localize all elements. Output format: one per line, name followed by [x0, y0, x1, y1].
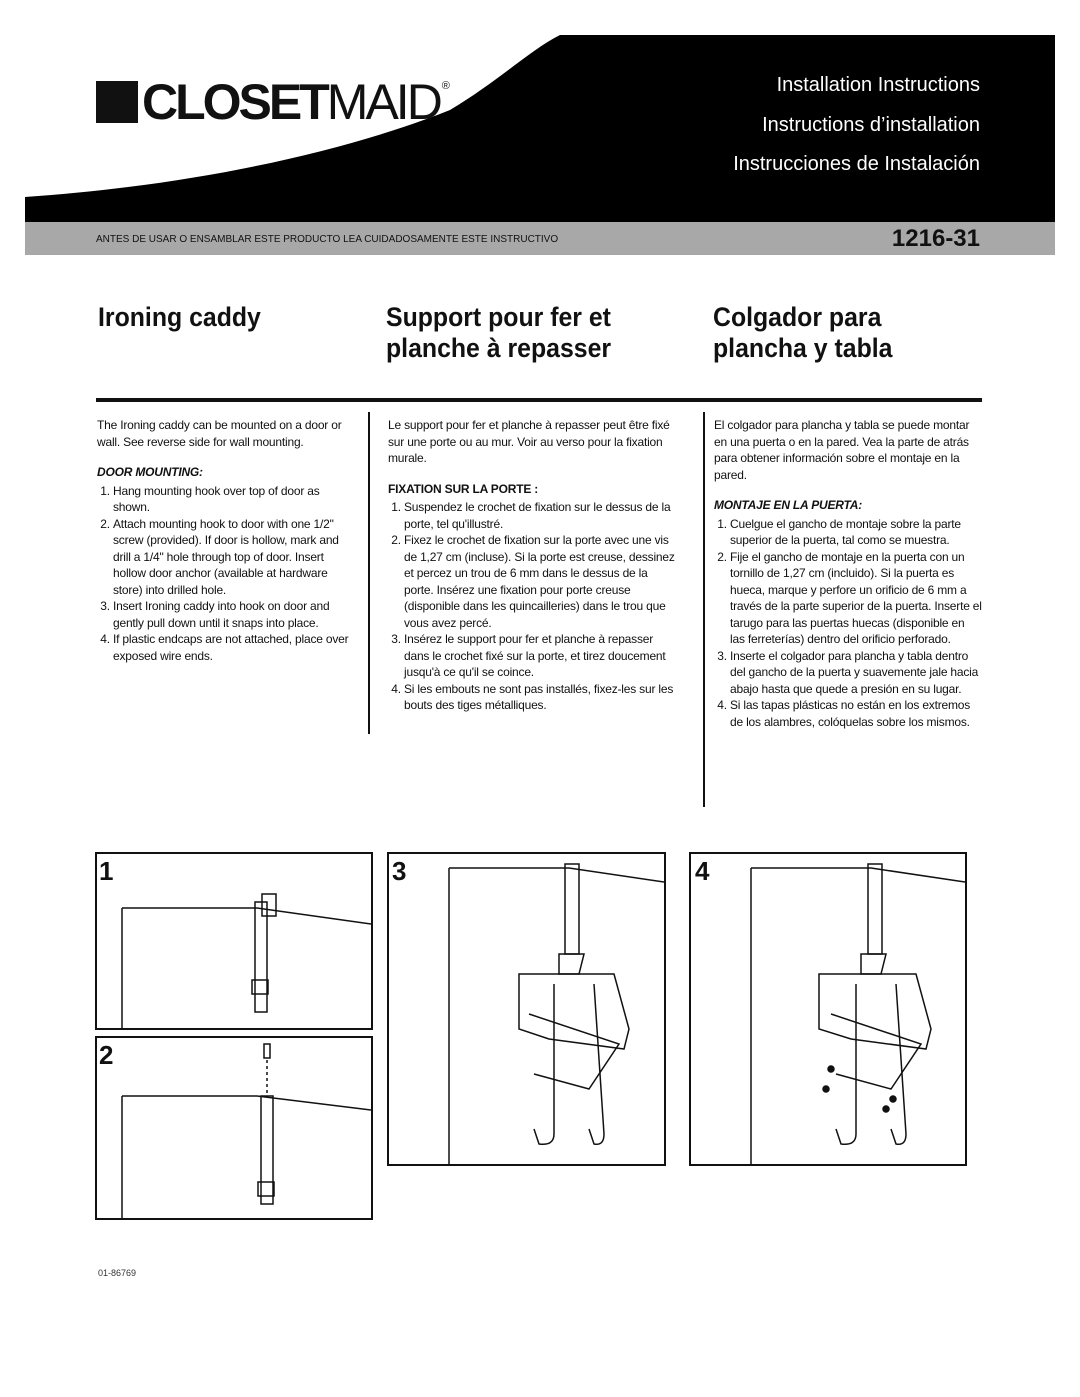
step: 1. Cuelgue el gancho de montaje sobre la parte superior de la puerta, tal como se muestra.: [730, 516, 982, 549]
step: 4. Si las tapas plásticas no están en los extremos de los alambres, colóquelas sobre los mismos.: [730, 697, 982, 730]
section-heading: DOOR MOUNTING:: [97, 465, 203, 479]
figure-number: 1: [99, 856, 114, 886]
headline-fr: Instructions d’installation: [762, 114, 980, 136]
title-en: Ironing caddy: [98, 302, 261, 332]
column-es: [714, 417, 982, 730]
title-es: Colgador para plancha y tabla: [713, 302, 893, 363]
step: 2. Attach mounting hook to door with one 1/2" screw (provided). If door is hollow, mark and drill a 1/4" hole through top of door. Insert hollow door anchor (available at hardware store) into drilled hole.: [113, 516, 357, 599]
section-heading: MONTAJE EN LA PUERTA:: [714, 498, 863, 512]
screw-install-illustration: [97, 1038, 371, 1218]
section-heading: FIXATION SUR LA PORTE :: [388, 481, 539, 496]
endcaps-illustration: [691, 854, 965, 1164]
step: 2. Fije el gancho de montaje en la puerta con un tornillo de 1,27 cm (incluido). Si la puerta es hueca, marque y perfore un orificio de 6 mm a través de la parte superior de la puerta. Inserte el tarugo para las puertas huecas (disponible en las ferreterías) dentro del orificio perforado.: [730, 549, 982, 648]
logo-text-bold: CLOSET: [142, 74, 327, 130]
column-fr: [388, 417, 678, 714]
step: 3. Insérez le support pour fer et planche à repasser dans le crochet fixé sur la porte, et tirez doucement jusqu'à ce qu'il se coince.: [404, 631, 678, 681]
headline-es: Instrucciones de Instalación: [733, 153, 980, 175]
intro-text: Le support pour fer et planche à repasser peut être fixé sur une porte ou au mur. Voir au verso pour la fixation murale.: [388, 418, 670, 465]
column-en: [97, 417, 357, 664]
step: 3. Insert Ironing caddy into hook on door and gently pull down until it snaps into place.: [113, 598, 357, 631]
title-fr: Support pour fer et planche à repasser: [386, 302, 612, 363]
model-number: 1216-31: [891, 225, 980, 252]
figure-number: 4: [695, 856, 710, 886]
column-divider: [703, 412, 705, 807]
column-divider: [368, 412, 370, 734]
title-divider: [96, 398, 982, 402]
step: 4. Si les embouts ne sont pas installés, fixez-les sur les bouts des tiges métalliques.: [404, 681, 678, 714]
logo-text-light: MAID: [326, 74, 440, 130]
figure-4: [689, 852, 967, 1166]
headline-en: Installation Instructions: [776, 74, 980, 96]
door-hook-illustration: [97, 854, 371, 1028]
step: 1. Hang mounting hook over top of door as shown.: [113, 483, 357, 516]
registered-mark: ®: [441, 80, 450, 92]
figure-3: [387, 852, 666, 1166]
intro-text: The Ironing caddy can be mounted on a door or wall. See reverse side for wall mounting.: [97, 418, 342, 449]
warning-text: ANTES DE USAR O ENSAMBLAR ESTE PRODUCTO LEA CUIDADOSAMENTE ESTE INSTRUCTIVO: [96, 234, 559, 245]
figure-number: 3: [392, 856, 407, 886]
figure-1: [95, 852, 373, 1030]
step: 4. If plastic endcaps are not attached, place over exposed wire ends.: [113, 631, 357, 664]
intro-text: El colgador para plancha y tabla se puede montar en una puerta o en la pared. Vea la parte de atrás para obtener información sobre el montaje en la pared.: [714, 418, 970, 482]
logo-square-icon: [96, 81, 138, 123]
step: 3. Inserte el colgador para plancha y tabla dentro del gancho de la puerta y suavemente jale hacia abajo hasta que quede a presión en su lugar.: [730, 648, 982, 698]
figure-2: [95, 1036, 373, 1220]
figure-number: 2: [99, 1040, 114, 1070]
closetmaid-logo: [96, 74, 450, 130]
step: 2. Fixez le crochet de fixation sur la porte avec une vis de 1,27 cm (incluse). Si la porte est creuse, dessinez et percez un trou de 6 mm dans le dessus de la porte. Insérez une fixation pour porte creuse (disponible dans les quincailleries) dans le trou que vous avez percé.: [404, 532, 678, 631]
step: 1. Suspendez le crochet de fixation sur le dessus de la porte, tel qu'illustré.: [404, 499, 678, 532]
caddy-on-door-illustration: [389, 854, 664, 1164]
document-code: 01-86769: [98, 1268, 137, 1278]
